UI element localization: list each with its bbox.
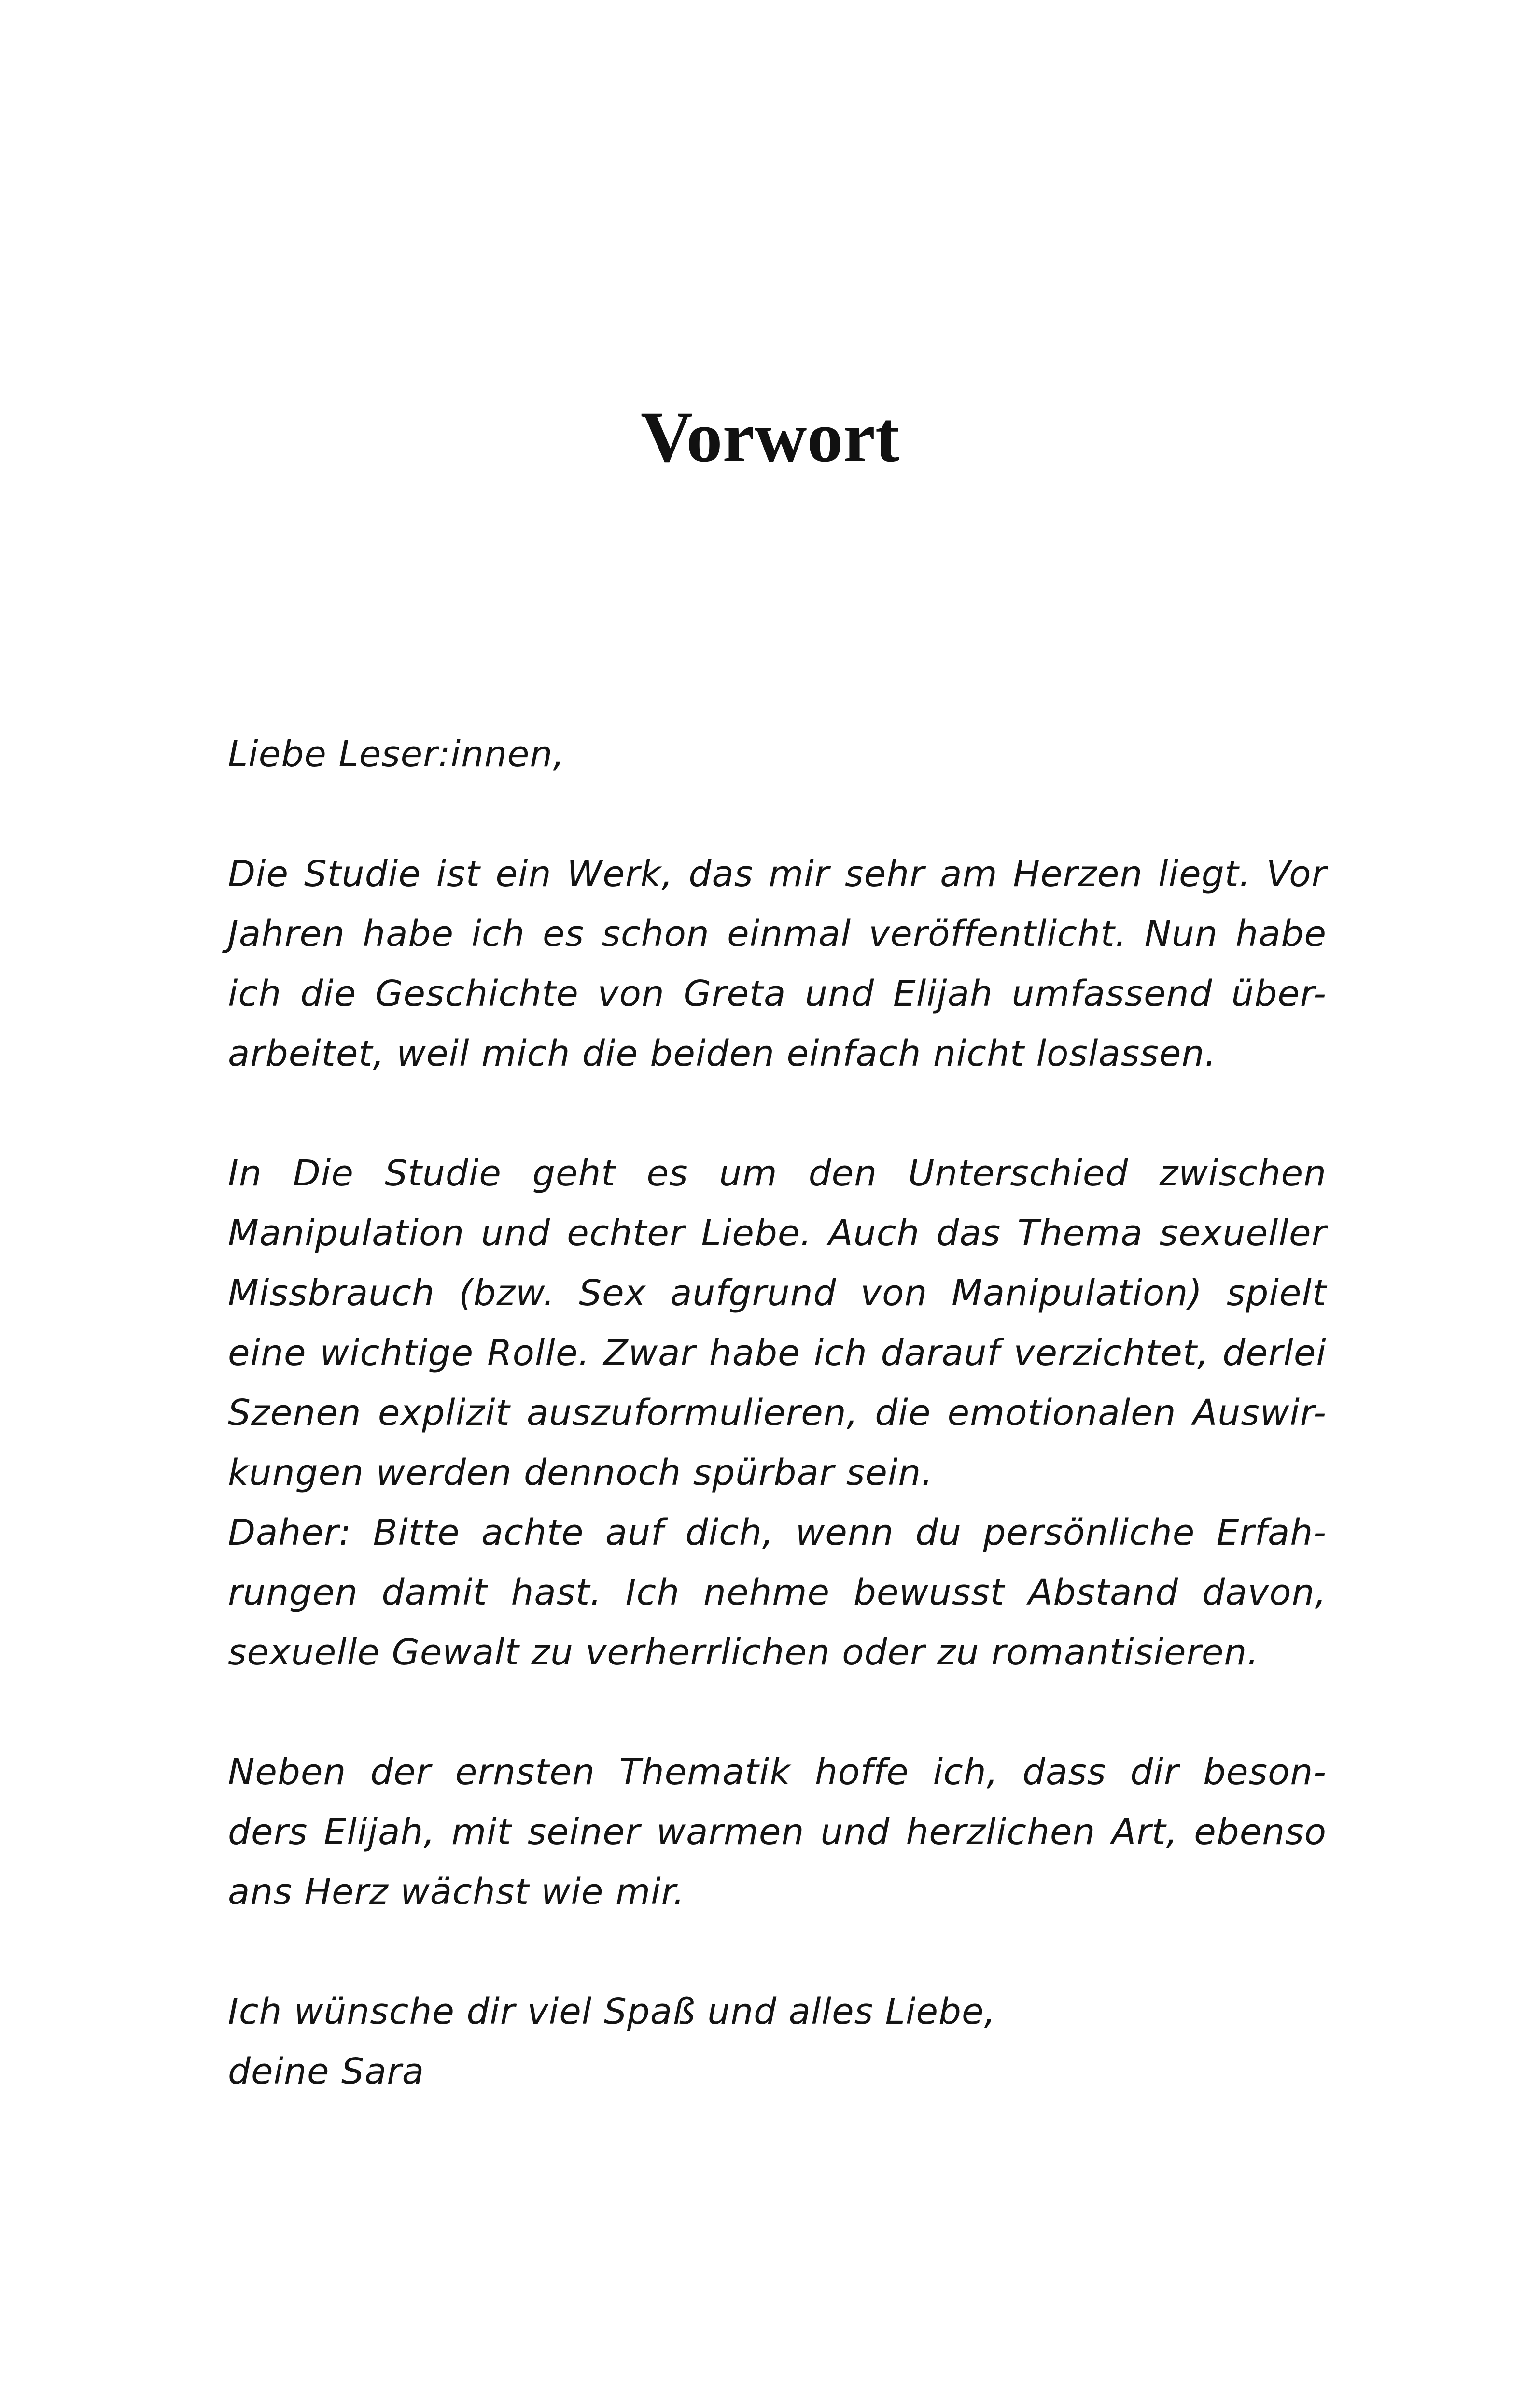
page-title: Vorwort — [641, 397, 899, 477]
paragraph-line: ich die Geschichte von Greta und Elijah umfassend über- — [228, 973, 1327, 1015]
paragraph-line: In Die Studie geht es um den Unterschied zwischen — [228, 1153, 1327, 1194]
paragraph-line: arbeitet, weil mich die beiden einfach nicht loslassen. — [228, 1033, 1217, 1074]
signature: deine Sara — [228, 2051, 425, 2092]
paragraph-line: eine wichtige Rolle. Zwar habe ich darauf verzichtet, derlei — [228, 1332, 1327, 1374]
paragraph-line: Szenen explizit auszuformulieren, die emotionalen Auswir- — [228, 1392, 1327, 1434]
closing-line: Ich wünsche dir viel Spaß und alles Liebe, — [228, 1991, 996, 2032]
paragraph-line: rungen damit hast. Ich nehme bewusst Abstand davon, — [228, 1572, 1327, 1613]
paragraph-line: kungen werden dennoch spürbar sein. — [228, 1452, 933, 1494]
paragraph-line: Neben der ernsten Thematik hoffe ich, dass dir beson- — [228, 1751, 1327, 1793]
paragraph-2 — [228, 1143, 1327, 1682]
salutation: Liebe Leser:innen, — [228, 733, 565, 775]
letter-body — [228, 724, 1327, 2101]
paragraph-3 — [228, 1742, 1327, 1922]
paragraph-line: sexuelle Gewalt zu verherrlichen oder zu romantisieren. — [228, 1632, 1259, 1673]
paragraph-line: Missbrauch (bzw. Sex aufgrund von Manipulation) spielt — [228, 1272, 1327, 1314]
paragraph-gap — [228, 784, 1327, 844]
paragraph-line: ders Elijah, mit seiner warmen und herzlichen Art, ebenso — [228, 1811, 1327, 1853]
paragraph-line: Daher: Bitte achte auf dich, wenn du persönliche Erfah- — [228, 1512, 1327, 1553]
paragraph-line: Jahren habe ich es schon einmal veröffentlicht. Nun habe — [228, 913, 1327, 955]
paragraph-1 — [228, 844, 1327, 1084]
paragraph-gap — [228, 1084, 1327, 1143]
paragraph-line: ans Herz wächst wie mir. — [228, 1871, 685, 1913]
paragraph-gap — [228, 1682, 1327, 1742]
paragraph-gap — [228, 1922, 1327, 1982]
paragraph-line: Die Studie ist ein Werk, das mir sehr am Herzen liegt. Vor — [228, 853, 1327, 895]
paragraph-line: Manipulation und echter Liebe. Auch das Thema sexueller — [228, 1212, 1327, 1254]
